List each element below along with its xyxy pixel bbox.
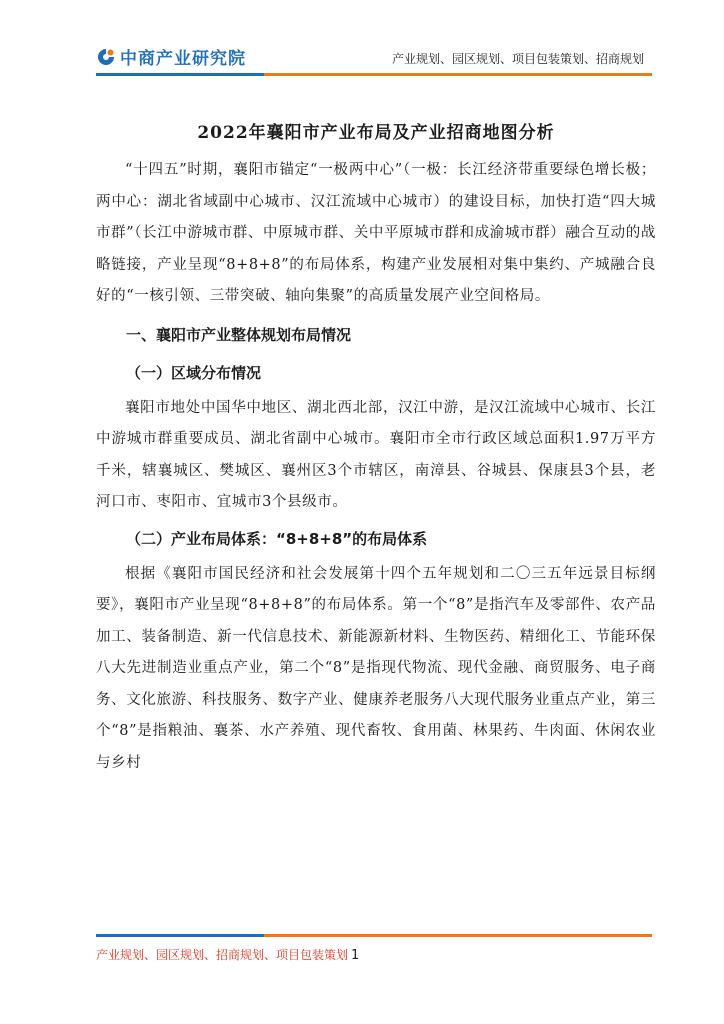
industry-paragraph: 根据《襄阳市国民经济和社会发展第十四个五年规划和二〇三五年远景目标纲要》，襄阳市产业呈现“8+8+8”的布局体系。第一个“8”是指汽车及零部件、农产品加工、装备制造、新一代信息技术、新能源新材料、生物医药、精细化工、节能环保八大先进制造业重点产业，第二个“8”是指现代物流、现代金融、商贸服务、电子商务、文化旅游、科技服务、数字产业、健康养老服务八大现代服务业重点产业，第三个“8”是指粮油、襄茶、水产养殖、现代畜牧、食用菌、林果药、牛肉面、休闲农业与乡村 <box>96 565 656 771</box>
page-number: 1 <box>351 948 360 963</box>
header-divider-blue <box>96 73 264 76</box>
footer-divider-orange <box>264 934 652 937</box>
intro-paragraph: “十四五”时期，襄阳市锚定“一极两中心”（一极：长江经济带重要绿色增长极；两中心：湖北省域副中心城市、汉江流域中心城市）的建设目标，加快打造“四大城市群”（长江中游城市群、中原城市群、关中平原城市群和成渝城市群）融合互动的战略链接，产业呈现“8+8+8”的布局体系，构建产业发展相对集中集约、产城融合良好的“一核引领、三带突破、轴向集聚”的高质量发展产业空间格局。 <box>96 162 656 304</box>
subsection-heading-regional: （一）区域分布情况 <box>126 363 262 382</box>
document-body <box>96 118 656 779</box>
footer-tagline: 产业规划、园区规划、招商规划、项目包装策划 <box>96 948 349 962</box>
logo-icon <box>96 47 116 67</box>
logo-text: 中商产业研究院 <box>120 49 246 69</box>
footer-divider-blue <box>96 934 264 937</box>
page-footer <box>96 946 359 963</box>
document-title: 2022年襄阳市产业布局及产业招商地图分析 <box>197 123 555 143</box>
logo <box>96 44 246 69</box>
header-divider-orange <box>264 73 652 76</box>
page-header <box>0 0 724 90</box>
section-heading: 一、襄阳市产业整体规划布局情况 <box>126 325 352 344</box>
regional-paragraph: 襄阳市地处中国华中地区、湖北西北部，汉江中游，是汉江流域中心城市、长江中游城市群重要成员、湖北省副中心城市。襄阳市全市行政区域总面积1.97万平方千米，辖襄城区、樊城区、襄州区3个市辖区，南漳县、谷城县、保康县3个县，老河口市、枣阳市、宜城市3个县级市。 <box>96 399 656 510</box>
header-tagline: 产业规划、园区规划、项目包装策划、招商规划 <box>391 52 644 66</box>
subsection-heading-industry: （二）产业布局体系：“8+8+8”的布局体系 <box>126 529 428 548</box>
